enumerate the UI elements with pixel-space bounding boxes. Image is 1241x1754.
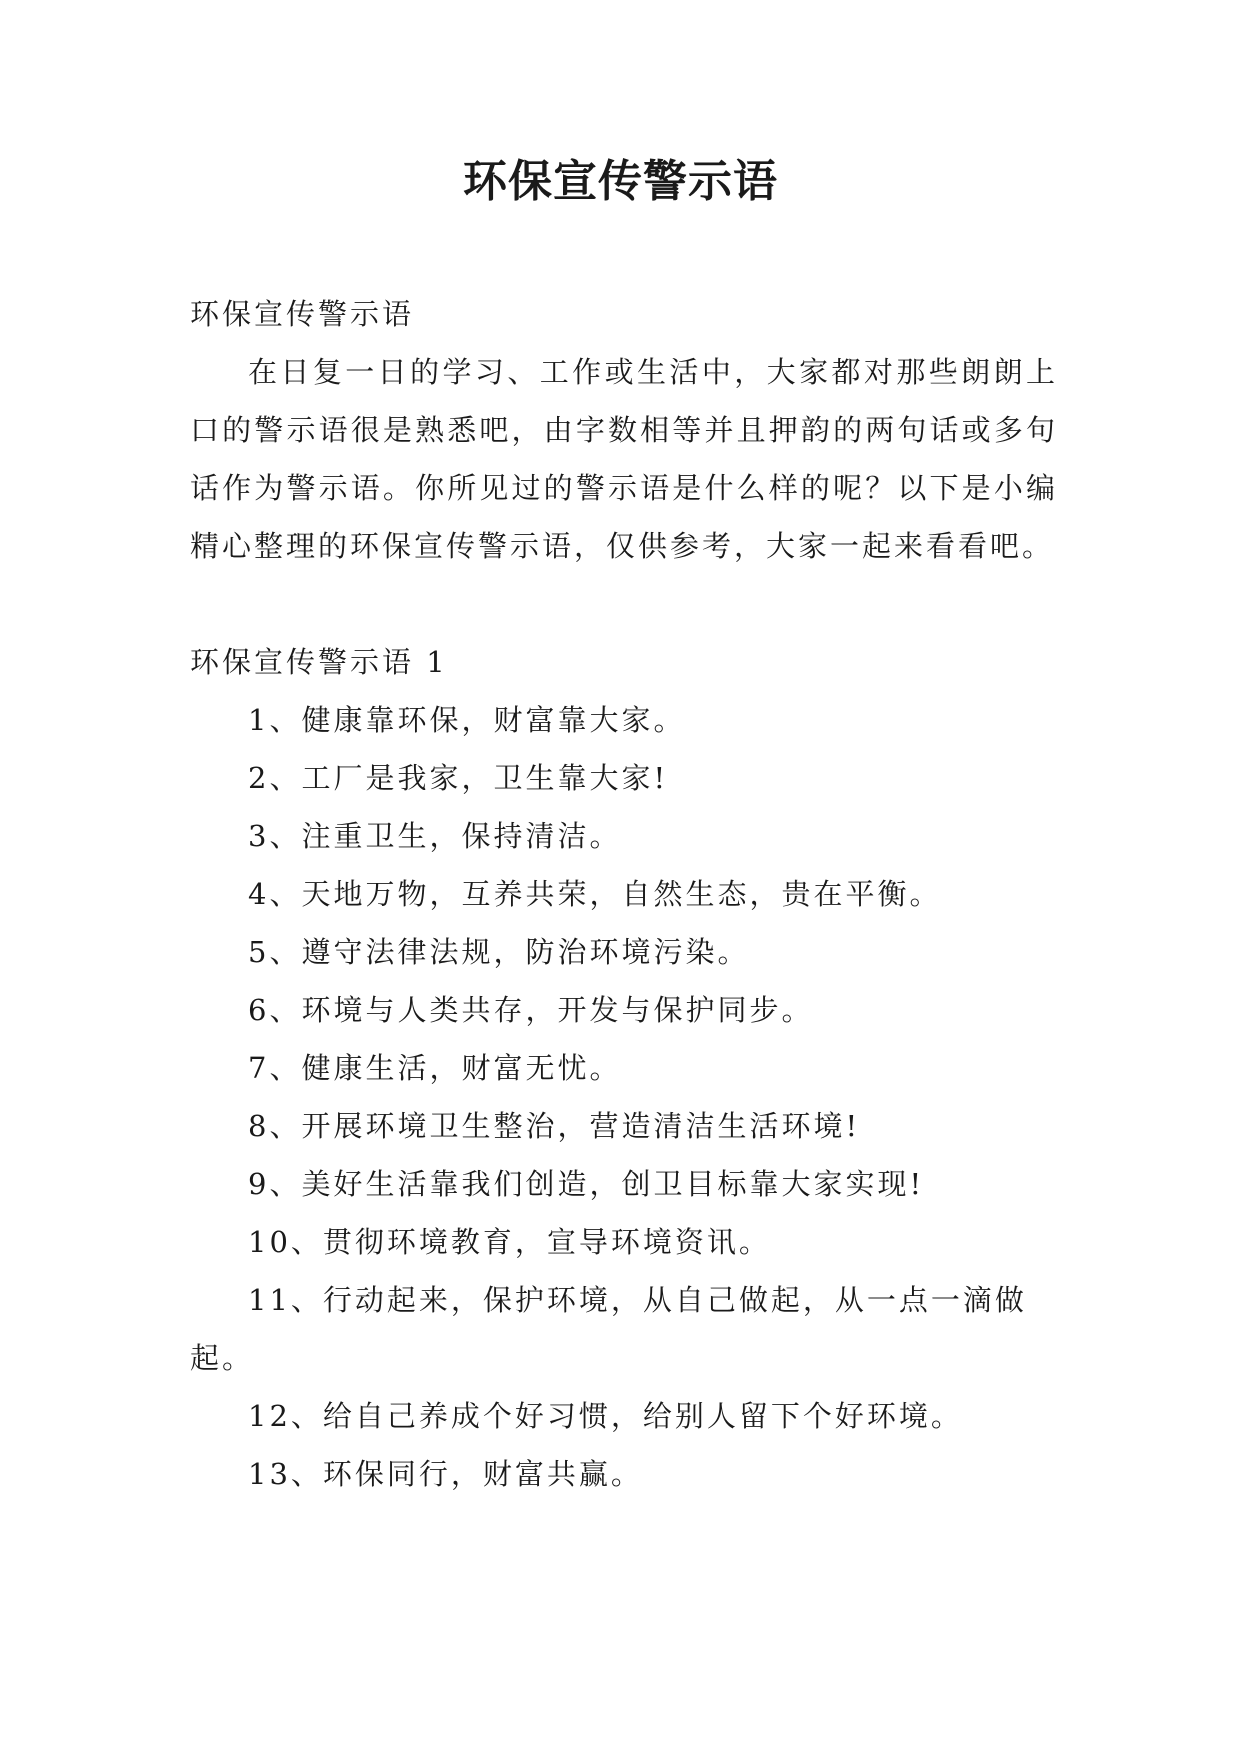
intro-heading: 环保宣传警示语 [190,297,415,331]
document-title: 环保宣传警示语 [463,156,778,207]
list-item: 1、健康靠环保，财富靠大家。 [248,703,686,737]
list-item: 6、环境与人类共存，开发与保护同步。 [248,993,814,1027]
list-item: 4、天地万物，互养共荣，自然生态，贵在平衡。 [248,877,942,911]
list-item: 13、环保同行，财富共赢。 [248,1457,643,1491]
section-heading: 环保宣传警示语 1 [190,645,448,679]
list-item: 12、给自己养成个好习惯，给别人留下个好环境。 [248,1399,963,1433]
list-item: 11、行动起来，保护环境，从自己做起，从一点一滴做起。 [190,1283,1027,1375]
list-item: 10、贯彻环境教育，宣导环境资讯。 [248,1225,771,1259]
section-spacer [190,575,1058,633]
list-item: 7、健康生活，财富无忧。 [248,1051,622,1085]
list-item: 2、工厂是我家，卫生靠大家! [248,761,669,795]
list-item: 5、遵守法律法规，防治环境污染。 [248,935,750,969]
document-body [190,285,1058,1503]
slogan-list [190,691,1058,1503]
list-item: 9、美好生活靠我们创造，创卫目标靠大家实现! [248,1167,925,1201]
intro-paragraph: 在日复一日的学习、工作或生活中，大家都对那些朗朗上口的警示语很是熟悉吧，由字数相等并且押韵的两句话或多句话作为警示语。你所见过的警示语是什么样的呢？以下是小编精心整理的环保宣传警示语，仅供参考，大家一起来看看吧。 [190,355,1058,563]
list-item: 3、注重卫生，保持清洁。 [248,819,622,853]
list-item: 8、开展环境卫生整治，营造清洁生活环境! [248,1109,861,1143]
